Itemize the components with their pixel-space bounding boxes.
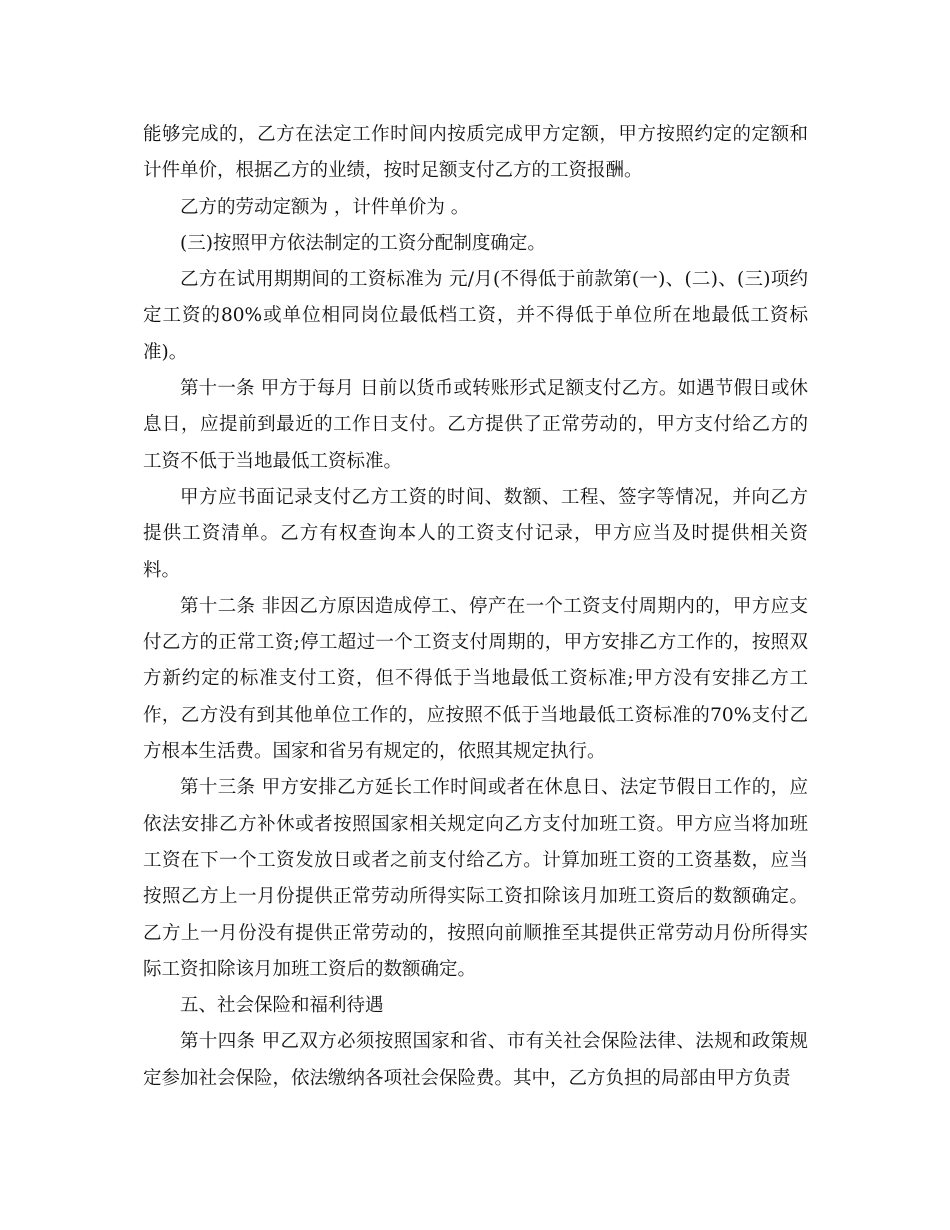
paragraph-probation-wage: 乙方在试用期期间的工资标准为 元/月(不得低于前款第(一)、(二)、(三)项约定工资的80%或单位相同岗位最低档工资，并不得低于单位所在地最低工资标准)。 (143, 269, 808, 363)
section-heading-social-insurance: 五、社会保险和福利待遇 (180, 995, 384, 1017)
paragraph-piecework-completion: 能够完成的，乙方在法定工作时间内按质完成甲方定额，甲方按照约定的定额和计件单价，根据乙方的业绩，按时足额支付乙方的工资报酬。 (143, 124, 808, 182)
paragraph-wage-system: (三)按照甲方依法制定的工资分配制度确定。 (180, 232, 546, 254)
paragraph-wage-records: 甲方应书面记录支付乙方工资的时间、数额、工程、签字等情况，并向乙方提供工资清单。乙方有权查询本人的工资支付记录，甲方应当及时提供相关资料。 (143, 486, 808, 581)
paragraph-labor-quota: 乙方的劳动定额为 ，计件单价为 。 (180, 196, 470, 218)
paragraph-article-12: 第十二条 非因乙方原因造成停工、停产在一个工资支付周期内的，甲方应支付乙方的正常工资;停工超过一个工资支付周期的，甲方安排乙方工作的，按照双方新约定的标准支付工资，但不得低于当地最低工资标准;甲方没有安排乙方工作，乙方没有到其他单位工作的，应按照不低于当地最低工资标准的70%支付乙方根本生活费。国家和省另有规定的，依照其规定执行。 (143, 595, 808, 763)
paragraph-article-13: 第十三条 甲方安排乙方延长工作时间或者在休息日、法定节假日工作的，应依法安排乙方补休或者按照国家相关规定向乙方支付加班工资。甲方应当将加班工资在下一个工资发放日或者之前支付给乙方。计算加班工资的工资基数，应当按照乙方上一月份提供正常劳动所得实际工资扣除该月加班工资后的数额确定。乙方上一月份没有提供正常劳动的，按照向前顺推至其提供正常劳动月份所得实际工资扣除该月加班工资后的数额确定。 (143, 777, 808, 980)
document-body (143, 117, 808, 1097)
paragraph-article-14: 第十四条 甲乙双方必须按照国家和省、市有关社会保险法律、法规和政策规定参加社会保险，依法缴纳各项社会保险费。其中，乙方负担的局部由甲方负责 (143, 1031, 808, 1089)
paragraph-article-11: 第十一条 甲方于每月 日前以货币或转账形式足额支付乙方。如遇节假日或休息日，应提前到最近的工作日支付。乙方提供了正常劳动的，甲方支付给乙方的工资不低于当地最低工资标准。 (143, 378, 808, 472)
